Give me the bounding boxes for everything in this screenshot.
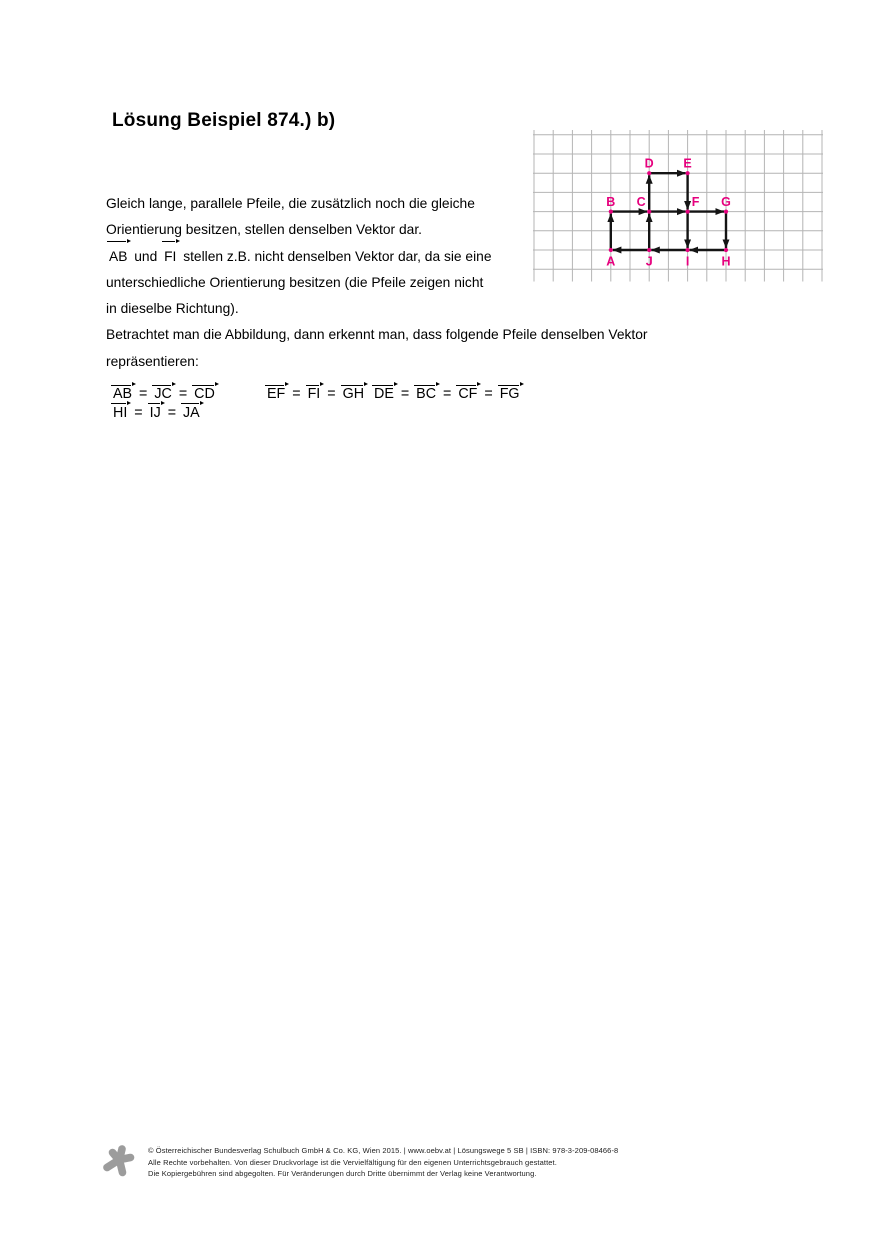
vector-notation: JA [183, 404, 200, 421]
vector-equation: EF = FI = GH [267, 386, 365, 402]
vector-notation: CD [194, 386, 215, 402]
grid-point-E [686, 171, 690, 175]
vector-notation: FI [163, 244, 177, 270]
point-label-D: D [644, 156, 654, 171]
logo-arm [113, 1153, 119, 1160]
grid-point-I [686, 248, 690, 252]
point-label-G: G [721, 195, 731, 210]
vector-notation: FI [307, 386, 321, 402]
point-label-I: I [685, 254, 690, 269]
text-line: AB und FI stellen z.B. nicht denselben Vektor dar, da sie eine [106, 244, 648, 270]
page-title: Lösung Beispiel 874.) b) [112, 110, 336, 131]
text-line: unterschiedliche Orientierung besitzen (die Pfeile zeigen nicht [106, 274, 484, 290]
text-line: Gleich lange, parallele Pfeile, die zusätzlich noch die gleiche [106, 196, 475, 211]
vector-notation: DE [374, 386, 394, 402]
grid-point-G [724, 210, 728, 214]
vector-notation: AB [108, 244, 128, 270]
footer-line-copyright: © Österreichischer Bundesverlag Schulbuch GmbH & Co. KG, Wien 2015. | www.oebv.at | Lösungswege 5 SB | ISBN: 978-3-209-08466-8 [148, 1146, 619, 1155]
vector-notation: BC [416, 386, 437, 402]
text-line: in dieselbe Richtung). [106, 301, 239, 317]
footer [102, 1143, 618, 1180]
grid-point-J [647, 248, 651, 252]
point-label-C: C [636, 195, 646, 210]
vector-notation: GH [342, 386, 365, 402]
grid-point-H [724, 248, 728, 252]
text-line: repräsentieren: [106, 353, 199, 369]
text-line: Betrachtet man die Abbildung, dann erkennt man, dass folgende Pfeile denselben Vektor [106, 327, 648, 343]
vector-equation: AB = JC = CD [113, 386, 215, 402]
footer-line-rights: Alle Rechte vorbehalten. Von dieser Druckvorlage ist die Vervielfältigung für den eigenen Unterrichtsgebrauch gestattet. [148, 1157, 557, 1167]
point-label-B: B [606, 195, 616, 210]
footer-line-liability: Die Kopiergebühren sind abgegolten. Für Veränderungen durch Dritte übernimmt der Verlag keine Verantwortung. [148, 1169, 537, 1179]
point-label-H: H [721, 254, 731, 269]
oebv-logo-icon [102, 1143, 136, 1179]
vector-notation: EF [267, 386, 286, 402]
vector-equation: HI = IJ = JA [113, 404, 200, 421]
vector-notation: JC [154, 386, 172, 402]
text-line: Orientierung besitzen, stellen denselben Vektor dar. [106, 222, 422, 238]
vector-notation: CF [458, 386, 478, 402]
point-label-A: A [606, 254, 616, 269]
vector-equation: DE = BC = CF = FG [374, 386, 520, 402]
point-label-F: F [691, 195, 700, 210]
grid-point-F [686, 210, 690, 214]
explanation-text [106, 191, 648, 375]
grid-point-D [647, 171, 651, 175]
vector-notation: IJ [149, 404, 161, 421]
point-label-J: J [645, 254, 653, 269]
point-label-E: E [683, 156, 692, 171]
vector-notation: HI [113, 404, 128, 421]
vector-notation: AB [113, 386, 133, 402]
grid-point-C [647, 210, 651, 214]
vector-notation: FG [499, 386, 520, 402]
footer-text [148, 1145, 618, 1180]
